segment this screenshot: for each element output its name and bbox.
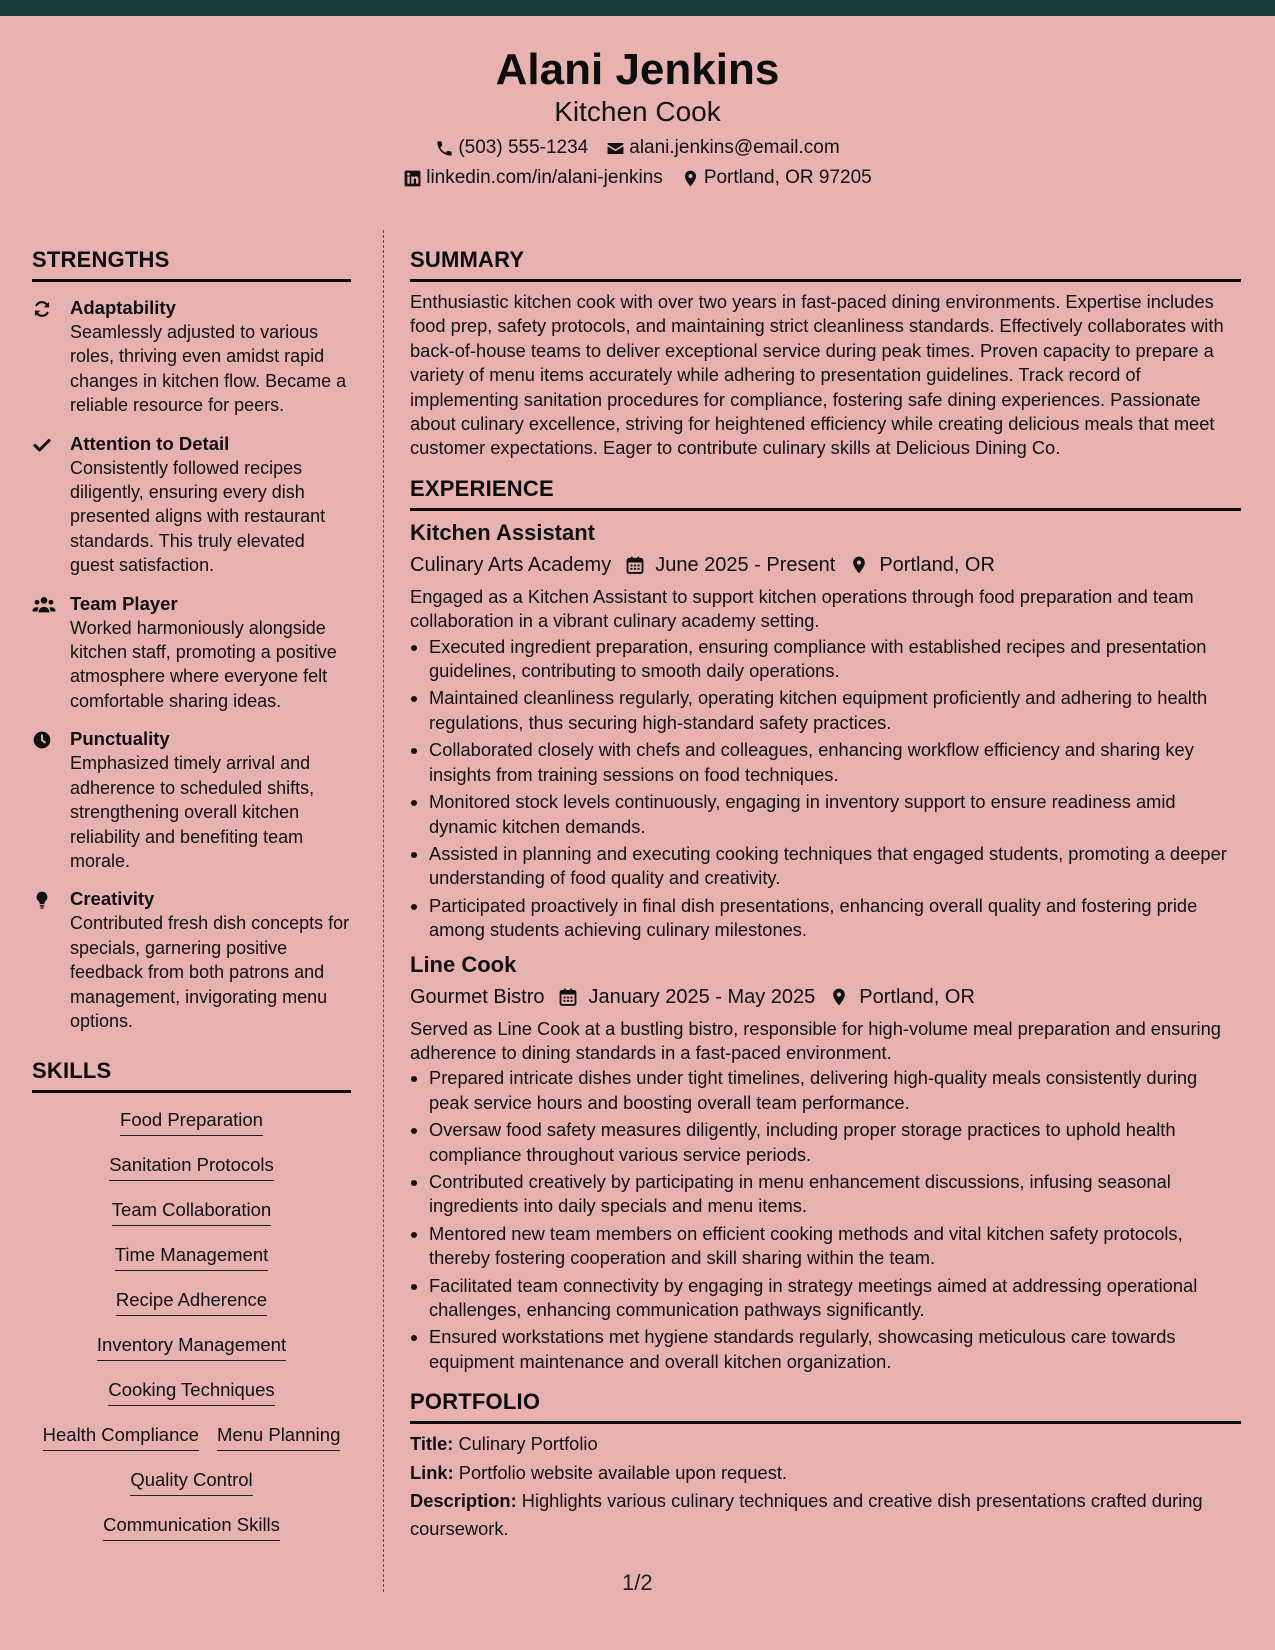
location-text: Portland, OR 97205 xyxy=(703,167,872,188)
calendar-icon xyxy=(611,555,655,575)
job-bullet: • Participated proactively in final dish presentations, enhancing overall quality and fostering pride among students achieving culinary milestones. xyxy=(429,894,1241,943)
job-bullet: • Mentored new team members on efficient cooking methods and vital kitchen safety protocols, thereby fostering cooperation and skill sharing within the team. xyxy=(429,1222,1241,1271)
skill-tag: Time Management xyxy=(115,1242,269,1271)
linkedin-icon xyxy=(403,169,422,188)
calendar-icon xyxy=(544,987,588,1007)
portfolio-link-line xyxy=(410,1459,1241,1487)
summary-rule xyxy=(410,279,1241,282)
strength-name: Adaptability xyxy=(70,297,176,318)
check-icon xyxy=(32,432,70,578)
phone-text: (503) 555-1234 xyxy=(458,137,589,158)
portfolio-title-label: Title: xyxy=(410,1433,454,1455)
job-meta xyxy=(410,551,1241,579)
contact-row-1 xyxy=(0,136,1275,160)
contact-row-2 xyxy=(0,166,1275,190)
summary-text: Enthusiastic kitchen cook with over two years in fast-paced dining environments. Expertise includes food prep, safety protocols, and maintaining strict cleanliness standards. Effectively collaborates with back-of-house teams to deliver exceptional service during peak times. Proven capacity to prepare a variety of menu items accurately while adhering to presentation guidelines. Track record of implementing sanitation procedures for compliance, fostering safe dining experiences. Passionate about culinary excellence, striving for heightened efficiency while creating delicious meals that meet customer expectations. Eager to contribute culinary skills at Delicious Dining Co. xyxy=(410,291,1224,459)
job-bullets xyxy=(410,1066,1241,1374)
strengths-heading: STRENGTHS xyxy=(32,247,170,272)
location-contact xyxy=(681,166,872,190)
portfolio-link-value: Portfolio website available upon request. xyxy=(458,1461,788,1483)
candidate-title: Kitchen Cook xyxy=(554,96,721,127)
skills-heading: SKILLS xyxy=(32,1058,112,1084)
strength-item xyxy=(32,727,351,873)
portfolio-title-value: Culinary Portfolio xyxy=(458,1433,598,1455)
candidate-name: Alani Jenkins xyxy=(495,45,780,94)
job-entry xyxy=(410,951,1241,1375)
portfolio-desc-label: Description: xyxy=(410,1489,517,1511)
lightbulb-icon xyxy=(32,887,70,1033)
email-icon xyxy=(606,139,625,158)
portfolio-link-label: Link: xyxy=(410,1461,454,1483)
job-dates: January 2025 - May 2025 xyxy=(588,985,816,1008)
skill-tag: Team Collaboration xyxy=(112,1197,271,1226)
skill-tag: Communication Skills xyxy=(103,1512,280,1541)
skill-tag: Food Preparation xyxy=(120,1107,263,1136)
job-title: Line Cook xyxy=(410,951,517,977)
job-company: Gourmet Bistro xyxy=(410,985,545,1008)
job-title: Kitchen Assistant xyxy=(410,519,596,545)
strength-desc: Contributed fresh dish concepts for specials, garnering positive feedback from both patrons and management, invigorating menu options. xyxy=(70,913,350,1031)
skill-tag: Quality Control xyxy=(130,1467,252,1496)
right-column xyxy=(410,246,1241,1543)
skill-tag: Sanitation Protocols xyxy=(109,1152,274,1181)
strength-item xyxy=(32,432,351,578)
job-bullet: • Monitored stock levels continuously, engaging in inventory support to ensure readiness amid dynamic kitchen demands. xyxy=(429,790,1241,839)
job-bullets xyxy=(410,635,1241,943)
strength-desc: Seamlessly adjusted to various roles, thriving even amidst rapid changes in kitchen flow. Became a reliable resource for peers. xyxy=(70,322,347,416)
page-number: 1/2 xyxy=(622,1570,653,1595)
strength-desc: Consistently followed recipes diligently, ensuring every dish presented aligns with restaurant standards. This truly elevated guest satisfaction. xyxy=(70,457,326,576)
skills-list xyxy=(32,1107,351,1557)
portfolio-details xyxy=(410,1430,1241,1543)
portfolio-desc-line xyxy=(410,1487,1241,1544)
strengths-rule xyxy=(32,279,351,282)
job-description: Served as Line Cook at a bustling bistro, responsible for high-volume meal preparation and ensuring adherence to dining standards in a fast-paced environment. xyxy=(410,1017,1221,1063)
portfolio-heading: PORTFOLIO xyxy=(410,1389,541,1415)
strength-name: Team Player xyxy=(70,592,178,614)
strength-name: Punctuality xyxy=(70,728,170,750)
job-bullet: • Contributed creatively by participating in menu enhancement discussions, infusing seasonal ingredients into daily specials and menu items. xyxy=(429,1170,1241,1219)
strength-name: Attention to Detail xyxy=(70,432,230,454)
job-company: Culinary Arts Academy xyxy=(410,553,612,576)
map-pin-icon xyxy=(835,555,879,575)
phone-icon xyxy=(435,139,454,158)
skill-tag: Recipe Adherence xyxy=(116,1287,267,1316)
map-pin-icon xyxy=(681,169,700,188)
resume-header xyxy=(0,16,1275,204)
strength-item xyxy=(32,592,351,714)
linkedin-text: linkedin.com/in/alani-jenkins xyxy=(426,167,663,188)
job-bullet: • Assisted in planning and executing cooking techniques that engaged students, promoting a deeper understanding of food quality and creativity. xyxy=(429,842,1241,891)
skills-rule xyxy=(32,1090,351,1093)
experience-rule xyxy=(410,508,1241,511)
strength-item xyxy=(32,296,351,418)
job-location: Portland, OR xyxy=(879,553,995,576)
refresh-icon xyxy=(32,296,70,418)
job-dates: June 2025 - Present xyxy=(655,553,836,576)
experience-heading: EXPERIENCE xyxy=(410,475,554,501)
column-divider xyxy=(383,230,384,1592)
job-bullet: • Ensured workstations met hygiene standards regularly, showcasing meticulous care towards equipment maintenance and overall kitchen organization. xyxy=(429,1325,1241,1374)
email-contact[interactable] xyxy=(606,136,839,160)
portfolio-rule xyxy=(410,1421,1241,1424)
job-meta xyxy=(410,983,1241,1011)
job-bullet: • Executed ingredient preparation, ensuring compliance with established recipes and presentation guidelines, contributing to smooth daily operations. xyxy=(429,635,1241,684)
top-accent-bar xyxy=(0,0,1275,16)
skill-tag: Health Compliance xyxy=(43,1422,199,1451)
portfolio-title-line xyxy=(410,1430,1241,1458)
clock-icon xyxy=(32,727,70,873)
job-bullet: • Facilitated team connectivity by engaging in strategy meetings aimed at addressing operational challenges, enhancing communication pathways significantly. xyxy=(429,1274,1241,1323)
linkedin-contact[interactable] xyxy=(403,166,663,190)
phone-contact xyxy=(435,136,588,160)
strength-desc: Worked harmoniously alongside kitchen staff, promoting a positive atmosphere where everyone felt comfortable sharing ideas. xyxy=(70,617,337,711)
map-pin-icon xyxy=(815,987,859,1007)
portfolio-desc-value: Highlights various culinary techniques and creative dish presentations crafted during coursework. xyxy=(410,1489,1203,1540)
strength-name: Creativity xyxy=(70,888,155,910)
users-icon xyxy=(32,592,70,714)
job-bullet: • Prepared intricate dishes under tight timelines, delivering high-quality meals consistently during peak service hours and boosting overall team performance. xyxy=(429,1066,1241,1115)
skill-tag: Inventory Management xyxy=(97,1332,286,1361)
skill-tag: Menu Planning xyxy=(217,1422,340,1451)
job-bullet: • Collaborated closely with chefs and colleagues, enhancing workflow efficiency and sharing key insights from training sessions on food techniques. xyxy=(429,738,1241,787)
job-bullet: • Maintained cleanliness regularly, operating kitchen equipment proficiently and adhering to health regulations, thus securing high-standard safety practices. xyxy=(429,686,1241,735)
summary-heading: SUMMARY xyxy=(410,247,525,272)
job-entry xyxy=(410,519,1241,943)
strength-item xyxy=(32,887,351,1033)
job-location: Portland, OR xyxy=(859,985,975,1008)
left-column xyxy=(32,246,351,1557)
skill-tag: Cooking Techniques xyxy=(108,1377,274,1406)
email-text: alani.jenkins@email.com xyxy=(629,137,840,158)
job-description: Engaged as a Kitchen Assistant to support kitchen operations through food preparation and team collaboration in a vibrant culinary academy setting. xyxy=(410,585,1194,632)
strength-desc: Emphasized timely arrival and adherence to scheduled shifts, strengthening overall kitchen reliability and benefiting team morale. xyxy=(70,753,315,871)
job-bullet: • Oversaw food safety measures diligently, including proper storage practices to uphold health compliance throughout various service periods. xyxy=(429,1118,1241,1167)
